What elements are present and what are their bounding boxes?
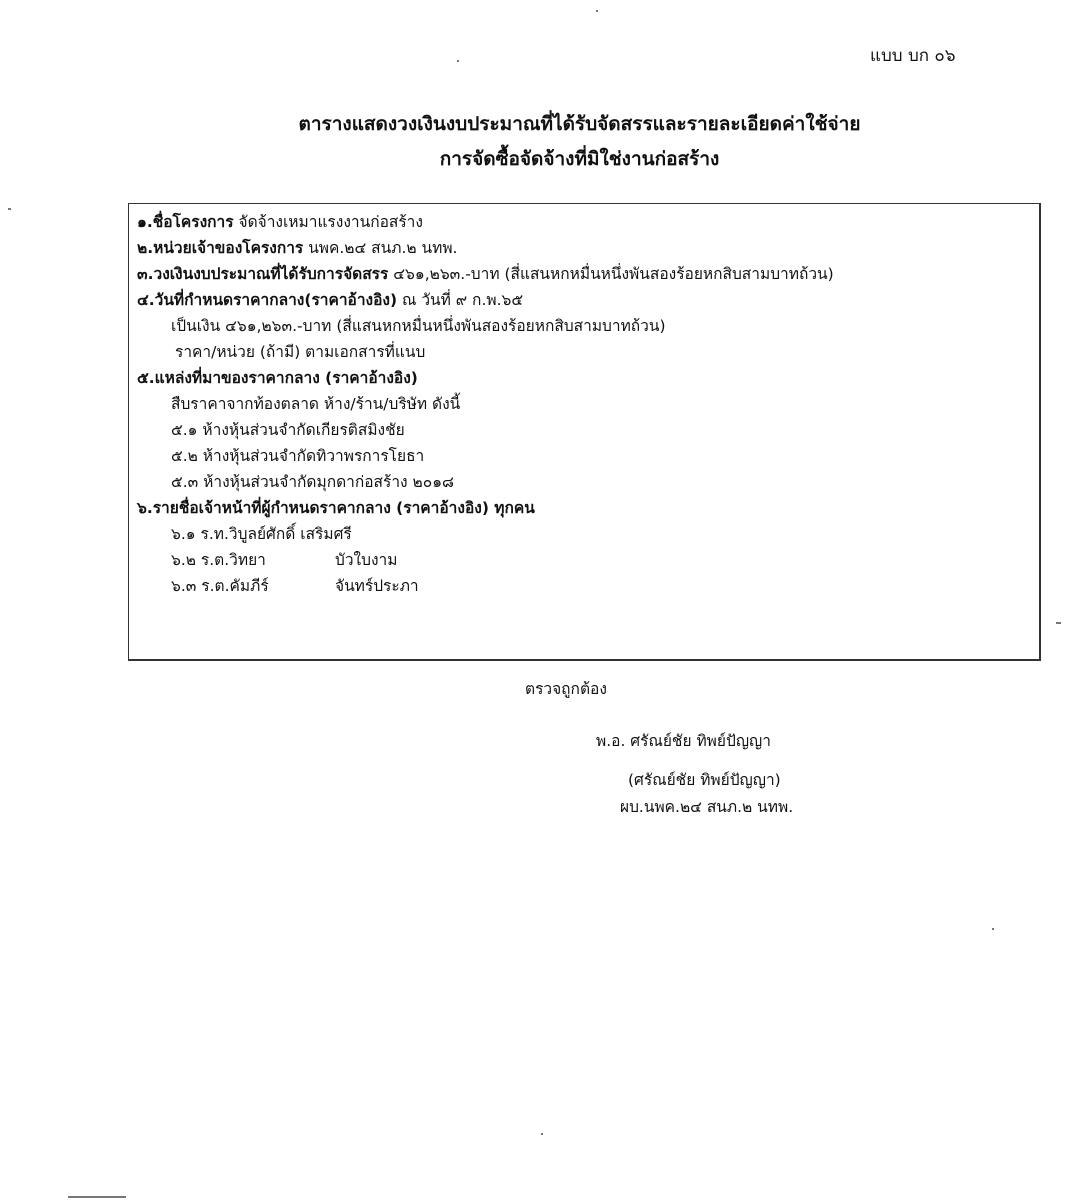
official-2 (171, 550, 397, 570)
price-source-intro: สืบราคาจากท้องตลาด ห้าง/ร้าน/บริษัท ดังนี้ (171, 395, 461, 413)
document-title-line1: ตารางแสดงวงเงินงบประมาณที่ได้รับจัดสรรและรายละเอียดค่าใช้จ่าย (298, 113, 861, 135)
item-reference-amount: เป็นเงิน ๔๖๑,๒๖๓.-บาท (สี่แสนหกหมื่นหนึ่งพันสองร้อยหกสิบสามบาทถ้วน) (171, 317, 666, 335)
official-3 (171, 576, 419, 596)
scan-speck (8, 208, 11, 210)
official-1-name: ๖.๑ ร.ท.วิบูลย์ศักดิ์ เสริมศรี (171, 525, 352, 543)
item-budget-value: ๔๖๑,๒๖๓.-บาท (สี่แสนหกหมื่นหนึ่งพันสองร้อยหกสิบสามบาทถ้วน) (393, 265, 834, 283)
signature-position: ผบ.นพค.๒๔ สนภ.๒ นทพ. (620, 798, 794, 816)
item-owner-unit-label: ๒.หน่วยเจ้าของโครงการ (137, 239, 304, 257)
form-code: แบบ บก ๐๖ (870, 46, 956, 66)
item-reference-date-label: ๔.วันที่กำหนดราคากลาง(ราคาอ้างอิง) (137, 291, 398, 309)
official-2-surname: บัวใบงาม (335, 551, 398, 569)
item-reference-date-value: ณ วันที่ ๙ ก.พ.๖๕ (402, 291, 524, 309)
item-owner-unit-value: นพค.๒๔ สนภ.๒ นทพ. (308, 239, 458, 257)
verified-text: ตรวจถูกต้อง (525, 680, 607, 698)
scan-speck (541, 1133, 543, 1135)
scan-speck (992, 928, 994, 930)
item-reference-date (137, 290, 523, 310)
item-project-name-value: จัดจ้างเหมาแรงงานก่อสร้าง (238, 213, 423, 231)
item-budget (137, 264, 834, 284)
item-unit-price: ราคา/หน่วย (ถ้ามี) ตามเอกสารที่แนบ (175, 343, 426, 361)
item-price-source-label: ๕.แหล่งที่มาของราคากลาง (ราคาอ้างอิง) (137, 369, 418, 387)
price-source-1: ๕.๑ ห้างหุ้นส่วนจำกัดเกียรติสมิงชัย (171, 421, 405, 439)
official-1 (171, 524, 352, 544)
item-officials-label: ๖.รายชื่อเจ้าหน้าที่ผู้กำหนดราคากลาง (ราคาอ้างอิง) ทุกคน (137, 499, 535, 517)
signature-full-name: (ศรัณย์ชัย ทิพย์ปัญญา) (628, 771, 781, 789)
document-title-line2: การจัดซื้อจัดจ้างที่มิใช่งานก่อสร้าง (439, 148, 720, 170)
item-owner-unit (137, 238, 458, 258)
price-source-2: ๕.๒ ห้างหุ้นส่วนจำกัดทิวาพรการโยธา (171, 447, 425, 465)
scan-speck (457, 60, 459, 62)
item-budget-label: ๓.วงเงินงบประมาณที่ได้รับการจัดสรร (137, 265, 389, 283)
scan-speck (596, 10, 598, 12)
official-2-name: ๖.๒ ร.ต.วิทยา (171, 551, 266, 569)
signature-rank-name: พ.อ. ศรัณย์ชัย ทิพย์ปัญญา (596, 732, 771, 750)
item-officials (137, 498, 535, 518)
scan-speck (1056, 622, 1061, 624)
item-project-name (137, 212, 423, 232)
item-project-name-label: ๑.ชื่อโครงการ (137, 213, 234, 231)
scan-speck (68, 1196, 126, 1198)
official-3-name: ๖.๓ ร.ต.คัมภีร์ (171, 577, 269, 595)
price-source-3: ๕.๓ ห้างหุ้นส่วนจำกัดมุกดาก่อสร้าง ๒๐๑๘ (171, 473, 455, 491)
item-price-source (137, 368, 418, 388)
official-3-surname: จันทร์ประภา (335, 577, 419, 595)
